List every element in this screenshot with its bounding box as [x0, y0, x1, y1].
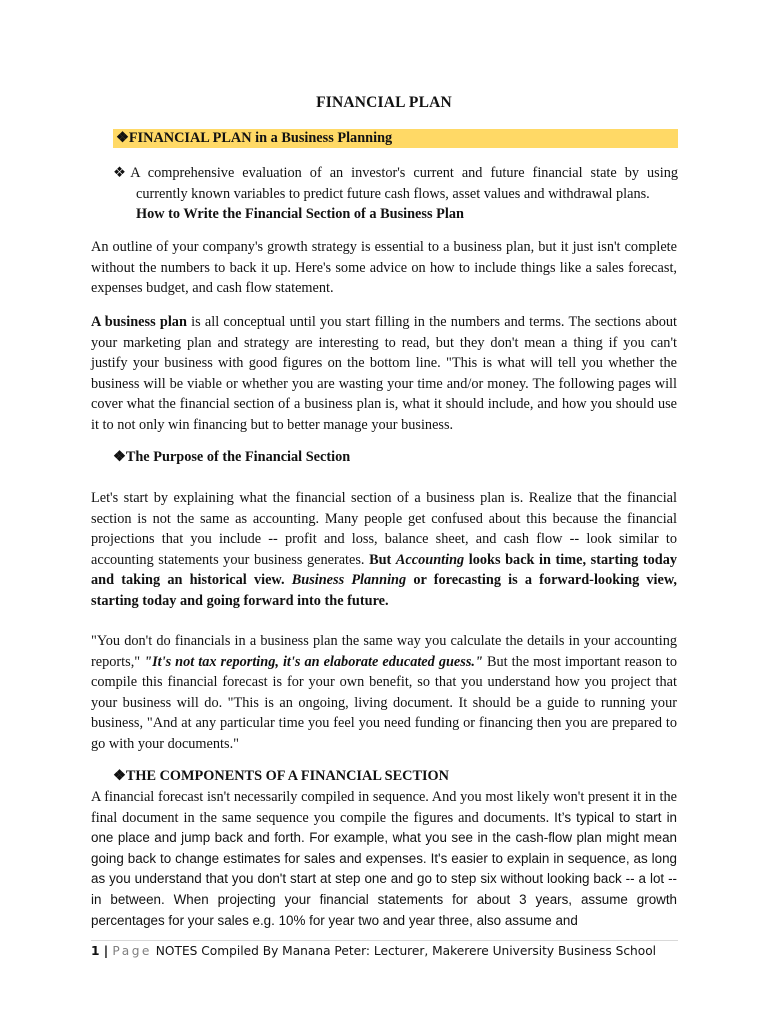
paragraph-purpose — [91, 488, 677, 612]
footer-page-number: 1 — [91, 944, 100, 958]
purpose-business-planning: Business Planning — [291, 572, 407, 589]
bullet-subheading: How to Write the Financial Section of a Business Plan — [136, 206, 464, 223]
paragraph-financials — [91, 631, 677, 755]
paragraph-components — [91, 787, 677, 931]
page-title: FINANCIAL PLAN — [316, 94, 452, 111]
business-plan-bold: A business plan — [91, 314, 187, 330]
financials-quote: "It's not tax reporting, it's an elaborate educated guess." — [144, 653, 483, 670]
components-text-2: It’s typical to start in one place and jump back and forth. For example, what you see in the cash-flow plan might mean going back to change estimates for sales and expenses. It's easier to explain in sequence, as long as you understand that you don't start at step one and go to step six without looking back -- a lot -- in between. When projecting your financial statements for about 3 years, assume growth percentages for your sales e.g. 10% for year two and year three, also assume and — [91, 809, 677, 928]
purpose-bold-2: looks back in time, starting today and taking an historical view. — [91, 551, 678, 589]
definition-bullet — [113, 163, 678, 225]
bullet-line-1: ❖A comprehensive evaluation of an investor's current and future financial state by using — [113, 165, 678, 181]
footer-divider — [91, 940, 678, 941]
paragraph-outline: An outline of your company's growth strategy is essential to a business plan, but it just isn't complete without the numbers to back it up. Here's some advice on how to include things like a sales forecast, expenses budget, and cash flow statement. — [91, 239, 677, 297]
footer-page-word: Page — [112, 944, 152, 958]
components-text-1: A financial forecast isn't necessarily compiled in sequence. And you most likely won't present it in the final document in the same sequence you compile the figures and documents. — [91, 789, 677, 826]
footer-separator: | — [99, 944, 113, 958]
bullet-line-2: currently known variables to predict future cash flows, asset values and withdrawal plans. — [136, 185, 650, 202]
heading-purpose: ❖The Purpose of the Financial Section — [113, 449, 351, 465]
purpose-bold-3: or forecasting is a forward-looking view, starting today and going forward into the future. — [91, 572, 677, 609]
business-plan-text: is all conceptual until you start filling in the numbers and terms. The sections about your marketing plan and strategy are interesting to read, but they don't mean a thing if you can't justify your business with good figures on the bottom line. "This is what will tell you whether the business will be viable or whether you are wasting your time and/or money. The following pages will cover what the financial section of a business plan is, what it should include, and how you should use it to not only win financing but to better manage your business. — [91, 314, 677, 433]
financials-text-1: "You don't do financials in a business plan the same way you calculate the details in your accounting reports," — [91, 633, 677, 670]
purpose-accounting: Accounting — [395, 551, 465, 568]
highlight-heading: ❖FINANCIAL PLAN in a Business Planning — [116, 130, 393, 146]
page-footer — [91, 944, 656, 958]
financials-text-2: But the most important reason to compile this financial forecast is for your own benefit, so that you understand how you project that your business will do. "This is an ongoing, living document. It should be a guide to running your business, "And at any particular time you feel you need funding or financing then you are prepared to go with your documents." — [91, 653, 677, 752]
purpose-text: Let's start by explaining what the financial section of a business plan is. Realize that the financial section is not the same as accounting. Many people get confused about this because the financial projections that you include -- profit and loss, balance sheet, and cash flow -- look similar to accounting statements your business generates. — [91, 490, 677, 568]
heading-components: ❖THE COMPONENTS OF A FINANCIAL SECTION — [113, 768, 450, 784]
purpose-bold-1: But — [369, 551, 396, 568]
paragraph-business-plan — [91, 312, 677, 436]
footer-notes: NOTES Compiled By Manana Peter: Lecturer, Makerere University Business School — [151, 944, 657, 958]
